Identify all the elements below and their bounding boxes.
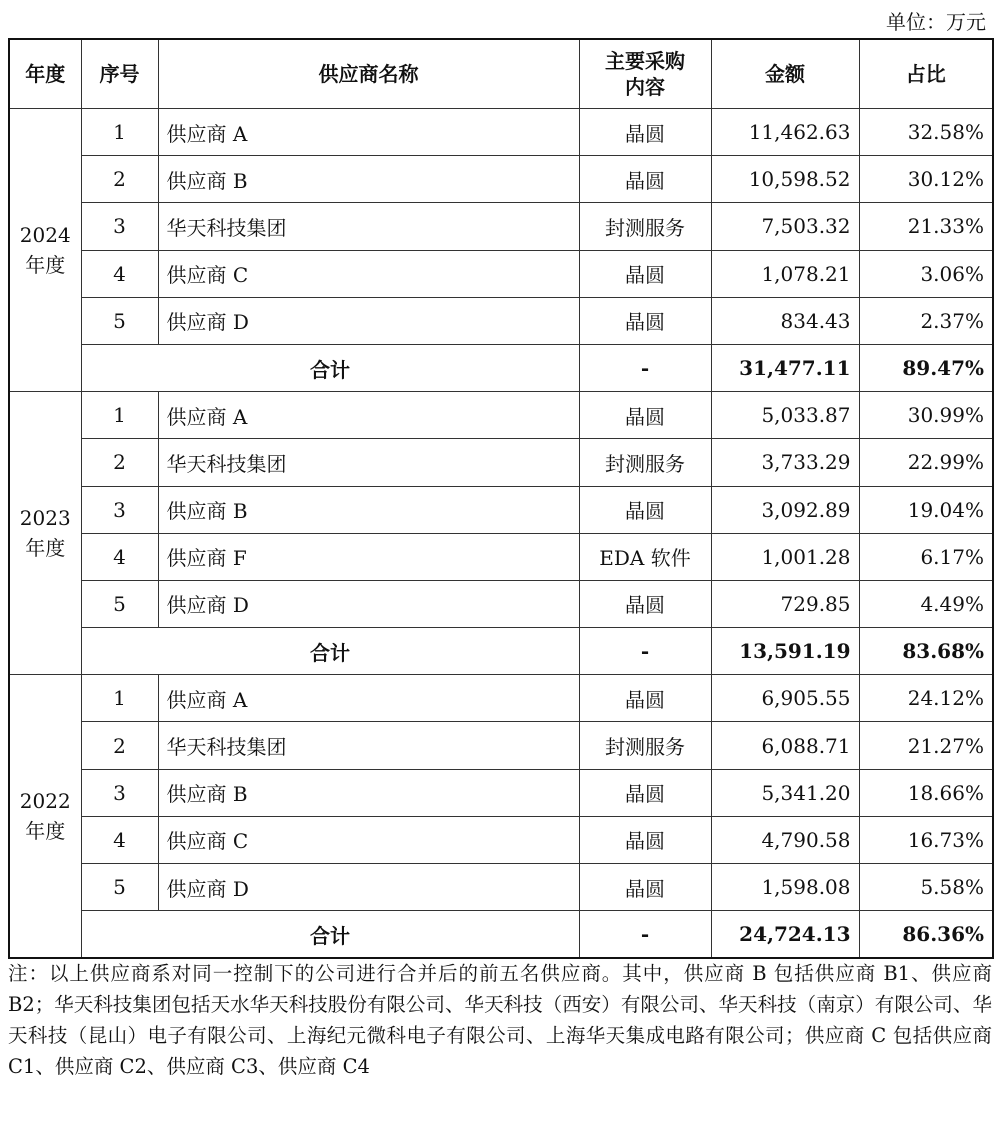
amount: 4,790.58	[711, 816, 859, 863]
purchase-content: EDA 软件	[579, 533, 711, 580]
purchase-content: 晶圆	[579, 392, 711, 439]
supplier-name: 供应商 C	[158, 816, 579, 863]
header-content-line: 主要采购	[605, 49, 685, 73]
ratio: 32.58%	[859, 109, 993, 156]
ratio: 4.49%	[859, 580, 993, 627]
supplier-name: 供应商 A	[158, 392, 579, 439]
ratio: 5.58%	[859, 864, 993, 911]
supplier-name: 华天科技集团	[158, 722, 579, 769]
row-number: 2	[81, 439, 158, 486]
header-year: 年度	[9, 39, 81, 109]
ratio: 19.04%	[859, 486, 993, 533]
row-number: 1	[81, 392, 158, 439]
total-content: -	[579, 628, 711, 675]
ratio: 21.27%	[859, 722, 993, 769]
table-row	[9, 156, 993, 203]
total-label: 合计	[81, 344, 579, 391]
total-ratio: 89.47%	[859, 344, 993, 391]
total-row	[9, 344, 993, 391]
amount: 11,462.63	[711, 109, 859, 156]
table-row	[9, 297, 993, 344]
total-row	[9, 628, 993, 675]
purchase-content: 晶圆	[579, 580, 711, 627]
amount: 7,503.32	[711, 203, 859, 250]
table-row	[9, 109, 993, 156]
amount: 5,033.87	[711, 392, 859, 439]
table-row	[9, 533, 993, 580]
year-line: 2022	[19, 789, 71, 814]
supplier-name: 华天科技集团	[158, 439, 579, 486]
table-row	[9, 392, 993, 439]
purchase-content: 封测服务	[579, 203, 711, 250]
supplier-name: 供应商 B	[158, 486, 579, 533]
total-ratio: 86.36%	[859, 911, 993, 959]
amount: 3,092.89	[711, 486, 859, 533]
total-amount: 24,724.13	[711, 911, 859, 959]
purchase-content: 晶圆	[579, 816, 711, 863]
amount: 3,733.29	[711, 439, 859, 486]
header-ratio: 占比	[859, 39, 993, 109]
amount: 1,598.08	[711, 864, 859, 911]
year-line: 年度	[25, 253, 66, 278]
amount: 6,905.55	[711, 675, 859, 722]
header-no: 序号	[81, 39, 158, 109]
ratio: 24.12%	[859, 675, 993, 722]
row-number: 3	[81, 769, 158, 816]
supplier-name: 华天科技集团	[158, 203, 579, 250]
year-line: 年度	[25, 536, 66, 561]
purchase-content: 封测服务	[579, 722, 711, 769]
row-number: 5	[81, 297, 158, 344]
total-label: 合计	[81, 911, 579, 959]
table-row	[9, 580, 993, 627]
table-row	[9, 722, 993, 769]
table-body	[9, 109, 993, 959]
purchase-content: 晶圆	[579, 156, 711, 203]
row-number: 4	[81, 533, 158, 580]
amount: 6,088.71	[711, 722, 859, 769]
row-number: 1	[81, 675, 158, 722]
amount: 5,341.20	[711, 769, 859, 816]
supplier-name: 供应商 A	[158, 675, 579, 722]
purchase-content: 晶圆	[579, 864, 711, 911]
supplier-name: 供应商 D	[158, 297, 579, 344]
amount: 1,078.21	[711, 250, 859, 297]
supplier-name: 供应商 B	[158, 156, 579, 203]
table-row	[9, 203, 993, 250]
total-content: -	[579, 911, 711, 959]
year-line: 2024	[19, 223, 71, 248]
header-amount: 金额	[711, 39, 859, 109]
amount: 834.43	[711, 297, 859, 344]
amount: 729.85	[711, 580, 859, 627]
total-row	[9, 911, 993, 959]
header-row	[9, 39, 993, 109]
table-row	[9, 769, 993, 816]
total-content: -	[579, 344, 711, 391]
row-number: 5	[81, 580, 158, 627]
ratio: 6.17%	[859, 533, 993, 580]
table-row	[9, 439, 993, 486]
amount: 10,598.52	[711, 156, 859, 203]
year-cell	[9, 675, 81, 959]
purchase-content: 晶圆	[579, 486, 711, 533]
total-amount: 31,477.11	[711, 344, 859, 391]
supplier-name: 供应商 D	[158, 864, 579, 911]
total-ratio: 83.68%	[859, 628, 993, 675]
ratio: 16.73%	[859, 816, 993, 863]
row-number: 5	[81, 864, 158, 911]
ratio: 21.33%	[859, 203, 993, 250]
supplier-name: 供应商 D	[158, 580, 579, 627]
amount: 1,001.28	[711, 533, 859, 580]
header-content	[579, 39, 711, 109]
row-number: 4	[81, 250, 158, 297]
purchase-content: 晶圆	[579, 769, 711, 816]
ratio: 3.06%	[859, 250, 993, 297]
row-number: 3	[81, 486, 158, 533]
year-line: 年度	[25, 819, 66, 844]
table-row	[9, 816, 993, 863]
footnote: 注：以上供应商系对同一控制下的公司进行合并后的前五名供应商。其中，供应商 B 包括供应商 B1、供应商 B2；华天科技集团包括天水华天科技股份有限公司、华天科技（西安）有限公司、华天科技（南京）有限公司、华天科技（昆山）电子有限公司、上海纪元微科电子有限公司、上海华天集成电路有限公司；供应商 C 包括供应商 C1、供应商 C2、供应商 C3、供应商 C4	[8, 962, 992, 1078]
purchase-content: 晶圆	[579, 675, 711, 722]
ratio: 30.12%	[859, 156, 993, 203]
ratio: 22.99%	[859, 439, 993, 486]
row-number: 2	[81, 722, 158, 769]
purchase-content: 封测服务	[579, 439, 711, 486]
table-row	[9, 675, 993, 722]
ratio: 2.37%	[859, 297, 993, 344]
supplier-name: 供应商 C	[158, 250, 579, 297]
supplier-name: 供应商 A	[158, 109, 579, 156]
header-content-line: 内容	[625, 75, 665, 99]
row-number: 2	[81, 156, 158, 203]
total-amount: 13,591.19	[711, 628, 859, 675]
table-row	[9, 486, 993, 533]
ratio: 30.99%	[859, 392, 993, 439]
year-cell	[9, 392, 81, 675]
row-number: 1	[81, 109, 158, 156]
row-number: 4	[81, 816, 158, 863]
purchase-content: 晶圆	[579, 297, 711, 344]
total-label: 合计	[81, 628, 579, 675]
top-suppliers-table	[8, 38, 994, 959]
header-supplier: 供应商名称	[158, 39, 579, 109]
table-row	[9, 250, 993, 297]
row-number: 3	[81, 203, 158, 250]
purchase-content: 晶圆	[579, 250, 711, 297]
year-line: 2023	[19, 506, 71, 531]
supplier-name: 供应商 B	[158, 769, 579, 816]
supplier-name: 供应商 F	[158, 533, 579, 580]
ratio: 18.66%	[859, 769, 993, 816]
purchase-content: 晶圆	[579, 109, 711, 156]
table-row	[9, 864, 993, 911]
year-cell	[9, 109, 81, 392]
unit-label: 单位：万元	[886, 10, 986, 34]
